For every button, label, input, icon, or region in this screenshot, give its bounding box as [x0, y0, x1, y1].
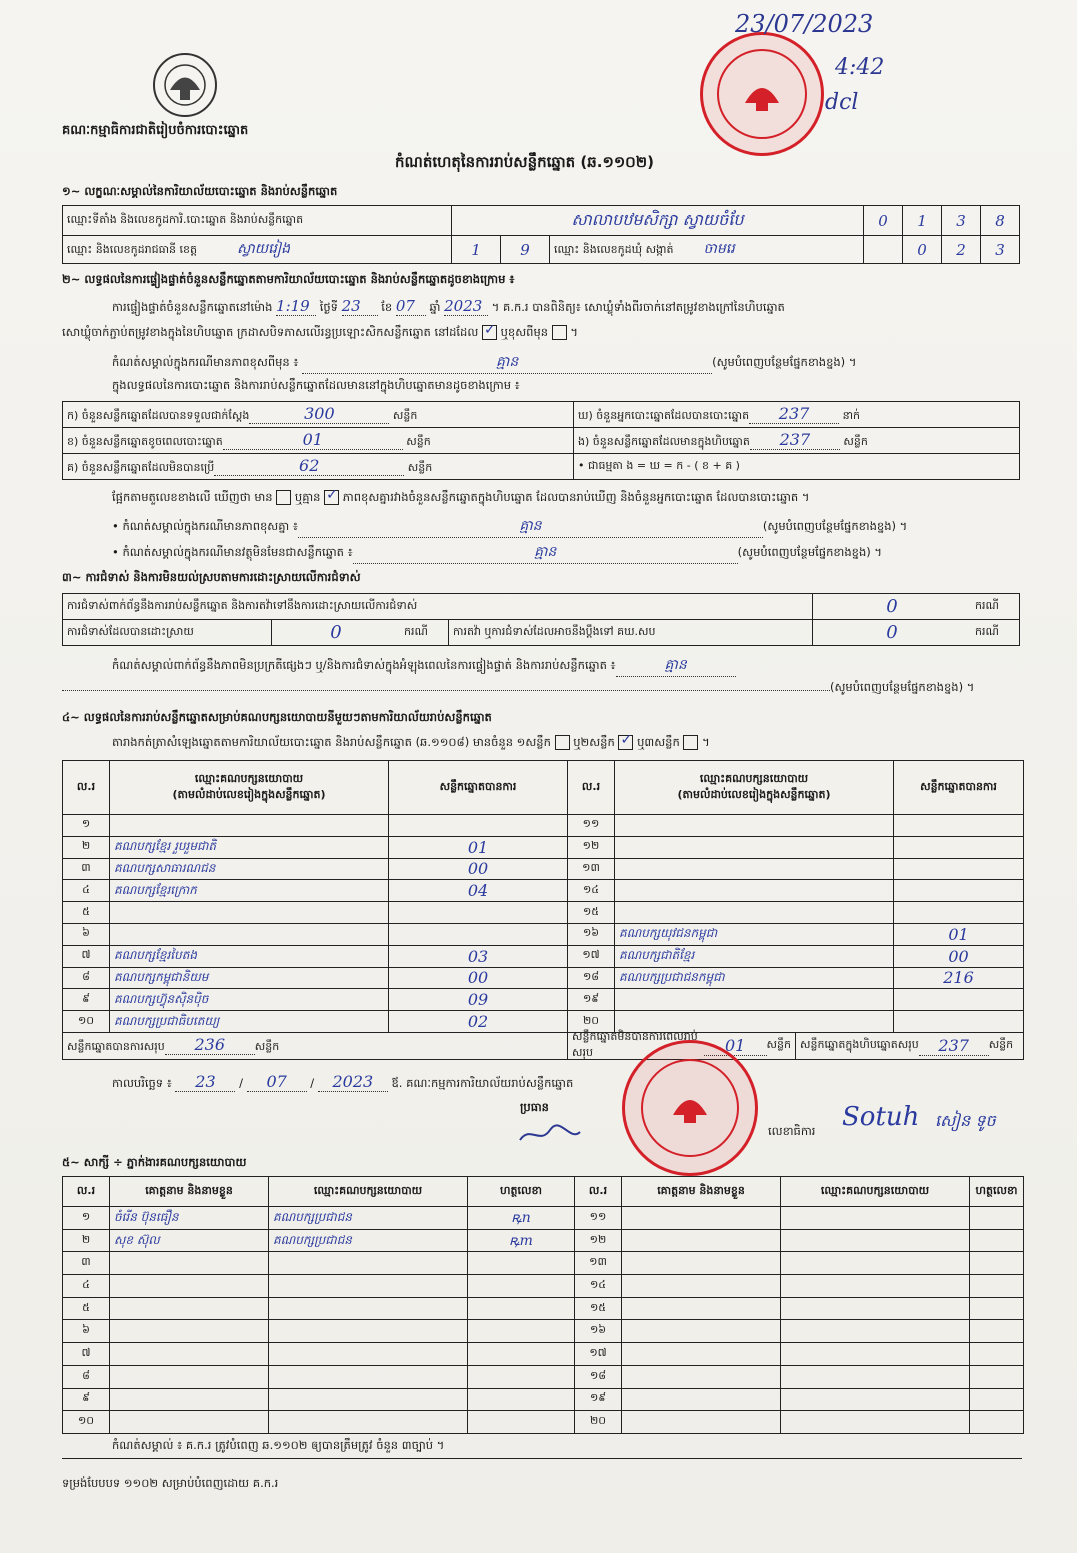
location-value: សាលាបឋមសិក្សា ស្វាយចំបែ [452, 206, 864, 236]
party-name: គណបក្សខ្មែរក្រោក [110, 880, 389, 902]
table-row [63, 1275, 1024, 1298]
witness-name [622, 1320, 781, 1343]
party-name: គណបក្សយុវជនកម្ពុជា [615, 923, 894, 945]
row-number: ១៤ [575, 1275, 622, 1298]
ballots-unused: 62 [214, 456, 404, 476]
vote-count [389, 902, 568, 924]
table-row [63, 902, 1024, 924]
witness-name [622, 1229, 781, 1252]
witness-signature [468, 1365, 575, 1388]
table-row [63, 880, 1024, 902]
commune-label: ឈ្មោះ និងលេខកូដឃុំ សង្កាត់ ចាមរេ [550, 236, 864, 264]
witness-signature [970, 1229, 1024, 1252]
row-number: ៤ [63, 880, 110, 902]
invalid-total: 01 [704, 1036, 767, 1056]
province-code-2: 9 [501, 236, 550, 264]
witness-name [110, 1411, 269, 1434]
row-number: ១៧ [575, 1343, 622, 1366]
witness-signature [468, 1343, 575, 1366]
witness-party [269, 1297, 468, 1320]
witness-party [269, 1252, 468, 1275]
witness-name [622, 1365, 781, 1388]
witness-name [110, 1320, 269, 1343]
secretary-signature: Sotuh [842, 1102, 920, 1132]
witness-party [781, 1207, 970, 1230]
party-name: គណបក្សសាធារណជន [110, 858, 389, 880]
location-label: ឈ្មោះទីតាំង និងលេខកូដការិ.បោះឆ្នោត និងរាប់សន្លឹកឆ្នោត [63, 206, 452, 236]
table-row [63, 1229, 1024, 1252]
party-name: គណបក្សខ្មែរ រួបរួមជាតិ [110, 836, 389, 858]
section2-para2: សោឃ្លុំចាក់ភ្ជាប់តម្រូវខាងក្នុងនៃហិបឆ្នោត ក្រដាសបិទភាសលើរន្ធប្រឡោះសិកសន្លឹកឆ្នោត នៅដដែល ✓ ឬខុសពីមុន ។ [62, 325, 578, 342]
official-stamp-bottom [622, 1040, 758, 1176]
witness-signature [970, 1320, 1024, 1343]
commune-code-3: 3 [981, 236, 1020, 264]
party-name: គណបក្សប្រជាជនកម្ពុជា [615, 967, 894, 989]
commune-value: ចាមរេ [703, 241, 735, 257]
witness-name: សុខ ស៊ុល [110, 1229, 269, 1252]
location-code-digit: 0 [864, 206, 903, 236]
commune-code-1: 0 [903, 236, 942, 264]
witness-signature: ꝶn [468, 1207, 575, 1230]
section2-para4: ក្នុងលទ្ធផលនៃការបោះឆ្នោត និងការរាប់សន្លឹកឆ្នោតដែលមាននៅក្នុងហិបឆ្នោតមានដូចខាងក្រោម ៖ [112, 378, 520, 392]
witness-signature [970, 1297, 1024, 1320]
vote-count: 04 [389, 880, 568, 902]
row-number: ៥ [63, 1297, 110, 1320]
witness-name [110, 1252, 269, 1275]
witness-name [622, 1343, 781, 1366]
row-number: ១៣ [575, 1252, 622, 1275]
secretary-label: លេខាធិការ [768, 1124, 816, 1138]
location-code-digit: 8 [981, 206, 1020, 236]
witness-signature [970, 1207, 1024, 1230]
table-row [63, 1011, 1024, 1033]
table-row [63, 815, 1024, 837]
party-name [615, 815, 894, 837]
table-row [63, 1252, 1024, 1275]
party-name [110, 815, 389, 837]
party-name [615, 858, 894, 880]
vote-count [894, 858, 1024, 880]
witness-name [622, 1275, 781, 1298]
table-row [63, 1320, 1024, 1343]
witness-signature [468, 1411, 575, 1434]
witness-table: ល.រ គោត្តនាម និងនាមខ្លួន ឈ្មោះគណបក្សនយោបាយ ហត្ថលេខា ល.រ គោត្តនាម និងនាមខ្លួន ឈ្មោះគណបក្សនយោបាយ ហត្ថលេខា ១ ចំរើន ប៊ុនធឿន គណបក្សប្រជាជន ꝶn ១១ ២ សុខ ស៊ុល គណបក្សប្រជាជន ꝶm ១២ ៣ ១៣ ៤ ១៤ ៥ ១៥ ៦ ១៦ ៧ ១៧ ៨ ១៨ ៩ ១៩ ១០ ២០ [62, 1176, 1024, 1434]
witness-name [622, 1297, 781, 1320]
appeal-label: ការតវ៉ា ឬការជំទាស់ដែលអាចនឹងប្តឹងទៅ គឃ.សប [449, 620, 813, 646]
vote-count: 01 [389, 836, 568, 858]
witness-party [781, 1229, 970, 1252]
witness-party [781, 1411, 970, 1434]
witness-signature: ꝶm [468, 1229, 575, 1252]
witness-signature [468, 1320, 575, 1343]
row-number: ៣ [63, 1252, 110, 1275]
province-value: ស្វាយរៀង [237, 241, 291, 257]
secretary-name: សៀន ទូច [935, 1111, 996, 1130]
ballots-in-box: 237 [750, 430, 840, 450]
check-day: 23 [342, 297, 378, 316]
witness-name [110, 1388, 269, 1411]
vote-count [894, 815, 1024, 837]
resolved-label: ការជំទាស់ដែលបានដោះស្រាយ [63, 620, 272, 646]
section4-title: ៤~ លទ្ធផលនៃការរាប់សន្លឹកឆ្នោតសម្រាប់គណបក្សនយោបាយនីមួយៗតាមការិយាល័យរាប់សន្លឹកឆ្នោត [62, 710, 492, 724]
section3-para1: កំណត់សម្គាល់ពាក់ព័ន្ធនឹងភាពមិនប្រក្រតីផ្សេងៗ ឬ/និងការជំទាស់ក្នុងអំឡុងពេលនៃការផ្ទៀងផ្ទាត់ និងការរាប់សន្លឹកឆ្នោត ៖ គ្មាន [112, 655, 736, 677]
section2-para6: • កំណត់សម្គាល់ក្នុងករណីមានភាពខុសគ្នា ៖ គ្មាន (សូមបំពេញបន្ថែមផ្នែកខាងខ្នង) ។ [112, 516, 907, 538]
row-number: ១៦ [568, 923, 615, 945]
section3-note: (សូមបំពេញបន្ថែមផ្នែកខាងខ្នង) ។ [62, 680, 974, 697]
stamp-signature: dcl [825, 90, 859, 115]
party-name: គណបក្សហ៊្វុនស៊ិនប៉ិច [110, 989, 389, 1011]
table-row [63, 858, 1024, 880]
row-number: ៨ [63, 1365, 110, 1388]
witness-signature [970, 1411, 1024, 1434]
objections-table: ការជំទាស់ពាក់ព័ន្ធនឹងការរាប់សន្លឹកឆ្នោត និងការតវ៉ាទៅនឹងការដោះស្រាយលើការជំទាស់ 0 ករណី ការជំទាស់ដែលបានដោះស្រាយ 0 ករណី ការតវ៉ា ឬការជំទាស់ដែលអាចនឹងប្តឹងទៅ គឃ.សប 0 ករណី [62, 593, 1020, 646]
witness-signature [468, 1275, 575, 1298]
row-number: ៣ [63, 858, 110, 880]
row-number: ១៥ [575, 1297, 622, 1320]
table-row [63, 989, 1024, 1011]
row-number: ៦ [63, 1320, 110, 1343]
row-number: ៦ [63, 923, 110, 945]
changed-checkbox[interactable] [552, 325, 567, 340]
official-stamp-top [700, 32, 824, 156]
row-number: ២ [63, 836, 110, 858]
row-number: ១៨ [575, 1365, 622, 1388]
row-number: ២០ [575, 1411, 622, 1434]
check-year: 2023 [444, 297, 488, 316]
vote-count: 00 [389, 858, 568, 880]
row-number: ៧ [63, 945, 110, 967]
vote-count: 03 [389, 945, 568, 967]
witness-signature [970, 1275, 1024, 1298]
appeal-count: 0 [813, 620, 972, 646]
same-checkbox[interactable] [482, 325, 497, 340]
row-number: ២ [63, 1229, 110, 1252]
witness-party: គណបក្សប្រជាជន [269, 1229, 468, 1252]
table-row [63, 945, 1024, 967]
witness-name [110, 1275, 269, 1298]
signing-date: កាលបរិច្ឆេទ ៖ 23 / 07 / 2023 ឪ. គណៈកម្មការការិយាល័យរាប់សន្លឹកឆ្នោត [112, 1072, 574, 1091]
section2-para5: ផ្អែកតាមតួលេខខាងលើ ឃើញថា មាន ឬគ្មាន ✓ ភាពខុសគ្នារវាងចំនួនសន្លឹកឆ្នោតក្នុងហិបឆ្នោត ដែលបានរាប់ឃើញ និងចំនួនអ្នកបោះឆ្នោត ដែលបានបោះឆ្នោត ។ [112, 490, 809, 507]
row-number: ៥ [63, 902, 110, 924]
party-name [110, 923, 389, 945]
three-sheet-checkbox[interactable] [683, 735, 698, 750]
witness-name [110, 1297, 269, 1320]
stamp-time: 4:42 [835, 55, 885, 80]
witness-signature [468, 1297, 575, 1320]
section5-title: ៥~ សាក្សី ÷ ភ្នាក់ងារគណបក្សនយោបាយ [62, 1155, 247, 1169]
location-code-digit: 3 [942, 206, 981, 236]
vote-count [894, 836, 1024, 858]
party-name [615, 902, 894, 924]
doc-title: កំណត់ហេតុនៃការរាប់សន្លឹកឆ្នោត (ឆ.១១០២) [395, 153, 655, 171]
witness-party: គណបក្សប្រជាជន [269, 1207, 468, 1230]
resolved-count: 0 [272, 620, 401, 646]
section2-para1: ការផ្ទៀងផ្ទាត់ចំនួនសន្លឹកឆ្នោតនៅម៉ោង 1:19 ថ្ងៃទី 23 ខែ 07 ឆ្នាំ 2023 ។ គ.ក.រ បានពិនិត្យ៖ សោឃ្លុំទាំងពីរចាក់នៅតម្រូវខាងក្រៅនៃហិបឆ្នោត [112, 297, 785, 315]
row-number: ១៥ [568, 902, 615, 924]
commune-code-2: 2 [942, 236, 981, 264]
vote-count: 09 [389, 989, 568, 1011]
row-number: ៤ [63, 1275, 110, 1298]
vote-count [894, 989, 1024, 1011]
table-row [63, 967, 1024, 989]
witness-signature [970, 1252, 1024, 1275]
province-code-1: 1 [452, 236, 501, 264]
row-number: ១២ [568, 836, 615, 858]
vote-count [894, 880, 1024, 902]
formula: • ជាធម្មតា ង = ឃ = ក - ( ខ + គ ) [574, 454, 1020, 480]
witness-party [269, 1411, 468, 1434]
footnote: កំណត់សម្គាល់ ៖ គ.ក.រ ត្រូវបំពេញ ឆ.១១០២ ឲ្យបានត្រឹមត្រូវ ចំនួន ៣ច្បាប់ ។ [112, 1438, 445, 1452]
vote-count [389, 923, 568, 945]
footer-divider [62, 1458, 1022, 1459]
table-row [63, 1207, 1024, 1230]
row-number: ១៩ [568, 989, 615, 1011]
witness-party [269, 1388, 468, 1411]
section3-title: ៣~ ការជំទាស់ និងការមិនយល់ស្របតាមការដោះស្រាយលើការជំទាស់ [62, 570, 361, 584]
row-number: ១ [63, 815, 110, 837]
box-total: 237 [919, 1036, 989, 1056]
party-votes-table: ល.រ ឈ្មោះគណបក្សនយោបាយ (តាមលំដាប់លេខរៀងក្នុងសន្លឹកឆ្នោត) សន្លឹកឆ្នោតបានការ ល.រ ឈ្មោះគណបក្សនយោបាយ (តាមលំដាប់លេខរៀងក្នុងសន្លឹកឆ្នោត) សន្លឹកឆ្នោតបានការ ១ ១១ ២ គណបក្សខ្មែរ រួបរួមជាតិ 01 ១២ ៣ គណបក្សសាធារណជន 00 ១៣ ៤ គណបក្សខ្មែរក្រោក 04 ១៤ ៥ ១៥ ៦ ១៦ គណបក្សយុវជនកម្ពុជា 01 ៧ គណបក្សខ្មែរបៃតង 03 ១៧ គណបក្សជាតិខ្មែរ 00 ៨ គណបក្សកម្ពុជានិយម 00 ១៨ គណបក្សប្រជាជនកម្ពុជា 216 ៩ គណបក្សហ៊្វុនស៊ិនប៉ិច 09 ១៩ ១០ គណបក្សប្រជាធិបតេយ្យ 02 ២០ សន្លឹកឆ្នោតបានការសរុប 236 សន្លឹក សន្លឹកឆ្នោតមិនបានការពេលរាប់សរុប 01 សន្លឹក សន្លឹកឆ្នោតក្នុងហិបឆ្នោតសរុប 237 សន្លឹក [62, 760, 1024, 1060]
table-row [63, 923, 1024, 945]
section2-para3: កំណត់សម្គាល់ក្នុងករណីមានភាពខុសពីមុន ៖ គ្មាន (សូមបំពេញបន្ថែមផ្នែកខាងខ្នង) ។ [112, 352, 856, 374]
two-sheet-checkbox[interactable] [618, 735, 633, 750]
one-sheet-checkbox[interactable] [555, 735, 570, 750]
chair-label: ប្រធាន [520, 1100, 549, 1114]
witness-party [781, 1343, 970, 1366]
emblem-logo [150, 50, 220, 120]
row-number: ១២ [575, 1229, 622, 1252]
party-name: គណបក្សខ្មែរបៃតង [110, 945, 389, 967]
witness-party [781, 1297, 970, 1320]
objection-label: ការជំទាស់ពាក់ព័ន្ធនឹងការរាប់សន្លឹកឆ្នោត និងការតវ៉ាទៅនឹងការដោះស្រាយលើការជំទាស់ [63, 594, 813, 620]
diff-note-value: គ្មាន [302, 352, 712, 374]
section1-table [62, 205, 1020, 264]
voters-voted: 237 [749, 404, 839, 424]
chair-signature [515, 1120, 585, 1150]
witness-name [110, 1365, 269, 1388]
witness-signature [468, 1388, 575, 1411]
table-row [63, 836, 1024, 858]
table-row [63, 1297, 1024, 1320]
row-number: ១១ [568, 815, 615, 837]
valid-total: 236 [165, 1035, 255, 1055]
witness-name [622, 1388, 781, 1411]
org-name: គណៈកម្មាធិការជាតិរៀបចំការបោះឆ្នោត [62, 123, 249, 138]
vote-count [389, 815, 568, 837]
section1-title: ១~ លក្ខណៈសម្គាល់នៃការិយាល័យបោះឆ្នោត និងរាប់សន្លឹកឆ្នោត [62, 184, 338, 198]
row-number: ១ [63, 1207, 110, 1230]
row-number: ១០ [63, 1411, 110, 1434]
party-name: គណបក្សជាតិខ្មែរ [615, 945, 894, 967]
row-number: ១៧ [568, 945, 615, 967]
witness-signature [468, 1252, 575, 1275]
table-row [63, 1388, 1024, 1411]
stamp-date: 23/07/2023 [735, 10, 874, 38]
row-number: ៩ [63, 1388, 110, 1411]
objection-count: 0 [813, 594, 972, 620]
vote-count: 02 [389, 1011, 568, 1033]
witness-party [269, 1365, 468, 1388]
vote-count: 00 [389, 967, 568, 989]
section4-para1: តារាងកត់ត្រាសំឡេងឆ្នោតតាមការិយាល័យបោះឆ្នោត និងរាប់សន្លឹកឆ្នោត (ឆ.១១០៨) មានចំនួន ១សន្លឹក ឬ២សន្លឹក ✓ ឬ៣សន្លឹក ។ [112, 735, 710, 752]
province-label: ឈ្មោះ និងលេខកូដរាជធានី ខេត្ត ស្វាយរៀង [63, 236, 452, 264]
no-diff-checkbox[interactable] [324, 490, 339, 505]
witness-signature [970, 1365, 1024, 1388]
ballots-spoiled: 01 [223, 430, 403, 450]
row-number: ១១ [575, 1207, 622, 1230]
row-number: ១៤ [568, 880, 615, 902]
row-number: ៧ [63, 1343, 110, 1366]
vote-count [894, 1011, 1024, 1033]
vote-count: 216 [894, 967, 1024, 989]
witness-party [269, 1320, 468, 1343]
check-hour: 1:19 [276, 297, 316, 316]
row-number: ២០ [568, 1011, 615, 1033]
witness-name: ចំរើន ប៊ុនធឿន [110, 1207, 269, 1230]
row-number: ៩ [63, 989, 110, 1011]
row-number: ១៦ [575, 1320, 622, 1343]
row-number: ១៨ [568, 967, 615, 989]
vote-count: 00 [894, 945, 1024, 967]
row-number: ១៣ [568, 858, 615, 880]
witness-party [269, 1343, 468, 1366]
witness-party [781, 1320, 970, 1343]
table-row [63, 1411, 1024, 1434]
witness-signature [970, 1343, 1024, 1366]
vote-count [894, 902, 1024, 924]
witness-name [622, 1252, 781, 1275]
party-name [615, 836, 894, 858]
table-row [63, 1343, 1024, 1366]
table-row [63, 1365, 1024, 1388]
ballot-count-table: ក) ចំនួនសន្លឹកឆ្នោតដែលបានទទួលជាក់ស្តែង 300 សន្លឹក ឃ) ចំនួនអ្នកបោះឆ្នោតដែលបានបោះឆ្នោត 237 នាក់ ខ) ចំនួនសន្លឹកឆ្នោតខូចពេលបោះឆ្នោត 01 សន្លឹក ង) ចំនួនសន្លឹកឆ្នោតដែលមានក្នុងហិបឆ្នោត 237 សន្លឹក គ) ចំនួនសន្លឹកឆ្នោតដែលមិនបានប្រើ 62 សន្លឹក • ជាធម្មតា ង = ឃ = ក - ( ខ + គ ) [62, 401, 1020, 480]
section2-para7: • កំណត់សម្គាល់ក្នុងករណីមានវត្ថុមិនមែនជាសន្លឹកឆ្នោត ៖ គ្មាន (សូមបំពេញបន្ថែមផ្នែកខាងខ្នង) ។ [112, 542, 882, 564]
witness-party [269, 1275, 468, 1298]
witness-party [781, 1275, 970, 1298]
witness-party [781, 1252, 970, 1275]
location-code-digit: 1 [903, 206, 942, 236]
witness-signature [970, 1388, 1024, 1411]
row-number: ៨ [63, 967, 110, 989]
party-name [615, 880, 894, 902]
witness-name [110, 1343, 269, 1366]
witness-name [622, 1207, 781, 1230]
witness-party [781, 1388, 970, 1411]
vote-count: 01 [894, 923, 1024, 945]
witness-party [781, 1365, 970, 1388]
check-month: 07 [396, 297, 426, 316]
party-name [110, 902, 389, 924]
row-number: ១៩ [575, 1388, 622, 1411]
has-diff-checkbox[interactable] [276, 490, 291, 505]
party-name: គណបក្សប្រជាធិបតេយ្យ [110, 1011, 389, 1033]
party-name: គណបក្សកម្ពុជានិយម [110, 967, 389, 989]
row-number: ១០ [63, 1011, 110, 1033]
ballots-received: 300 [249, 404, 389, 424]
footer-text: ទម្រង់បែបបទ ១១០២ សម្រាប់បំពេញដោយ គ.ក.រ [62, 1476, 279, 1490]
party-name [615, 989, 894, 1011]
witness-name [622, 1411, 781, 1434]
section2-title: ២~ លទ្ធផលនៃការផ្ទៀងផ្ទាត់ចំនួនសន្លឹកឆ្នោតតាមការិយាល័យបោះឆ្នោត និងរាប់សន្លឹកឆ្នោតដូចខាងក្រោម ៖ [62, 272, 515, 286]
